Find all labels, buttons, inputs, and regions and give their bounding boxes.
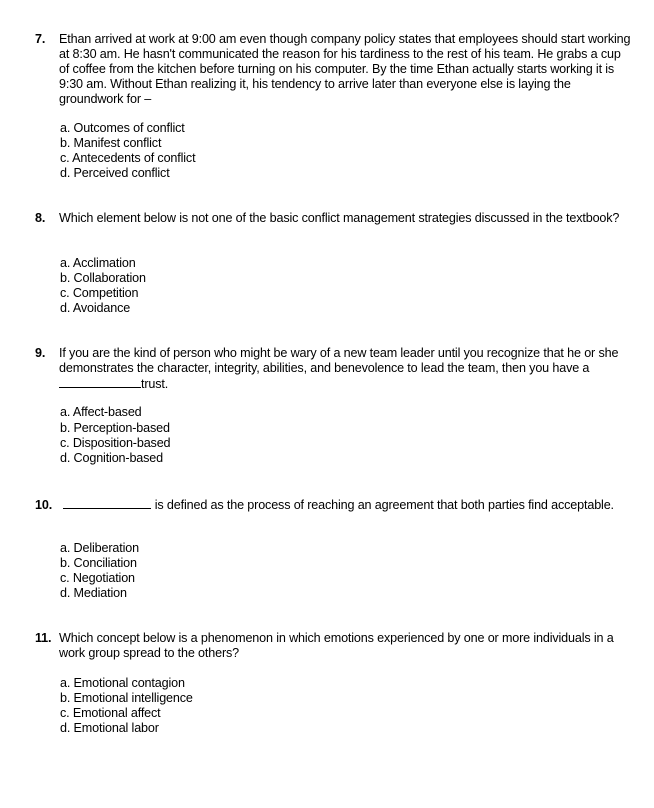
question-stem: Which concept below is a phenomenon in which emotions experienced by one or more individuals in a work group spread to the others? [59, 631, 614, 660]
question-number: 7. [35, 32, 46, 46]
option-d: d. Emotional labor [60, 721, 159, 735]
question-number: 11. [35, 631, 52, 645]
question-stem: Ethan arrived at work at 9:00 am even though company policy states that employees should start working at 8:30 am. He hasn't communicated the reason for his tardiness to the rest of his team. He grabs a cup of coffee from the kitchen before turning on his computer. By the time Ethan actually starts working it is 9:30 am. Without Ethan realizing it, his tendency to arrive later than everyone else is laying the groundwork for – [59, 32, 631, 106]
option-d: d. Cognition-based [60, 451, 164, 465]
option-b: b. Perception-based [60, 421, 170, 435]
question-number: 9. [35, 346, 46, 360]
question-number: 8. [35, 211, 46, 225]
option-d: d. Mediation [60, 586, 127, 600]
option-d: d. Avoidance [60, 301, 131, 315]
answer-blank [59, 376, 141, 388]
option-b: b. Conciliation [60, 556, 137, 570]
stem-text-before: If you are the kind of person who might be wary of a new team leader until you recognize that he or she demonstrates the character, integrity, abilities, and benevolence to lead the team, then you have a [59, 346, 619, 375]
option-c: c. Negotiation [60, 571, 135, 585]
question-stem [35, 497, 625, 513]
question-stem: Which element below is not one of the basic conflict management strategies discussed in the textbook? [59, 211, 620, 225]
option-a: a. Deliberation [60, 541, 139, 555]
option-b: b. Emotional intelligence [60, 691, 193, 705]
option-c: c. Antecedents of conflict [60, 151, 196, 165]
option-b: b. Collaboration [60, 271, 146, 285]
option-b: b. Manifest conflict [60, 136, 162, 150]
answer-blank [63, 497, 151, 509]
option-a: a. Affect-based [60, 405, 142, 419]
option-d: d. Perceived conflict [60, 166, 170, 180]
option-a: a. Acclimation [60, 256, 136, 270]
option-c: c. Competition [60, 286, 139, 300]
option-a: a. Emotional contagion [60, 676, 185, 690]
question-number: 10. [35, 498, 53, 512]
option-a: a. Outcomes of conflict [60, 121, 185, 135]
stem-text-after: is defined as the process of reaching an agreement that both parties find acceptable. [154, 498, 614, 512]
option-c: c. Disposition-based [60, 436, 171, 450]
option-c: c. Emotional affect [60, 706, 161, 720]
question-stem [59, 346, 631, 392]
stem-text-after: trust. [141, 377, 169, 391]
